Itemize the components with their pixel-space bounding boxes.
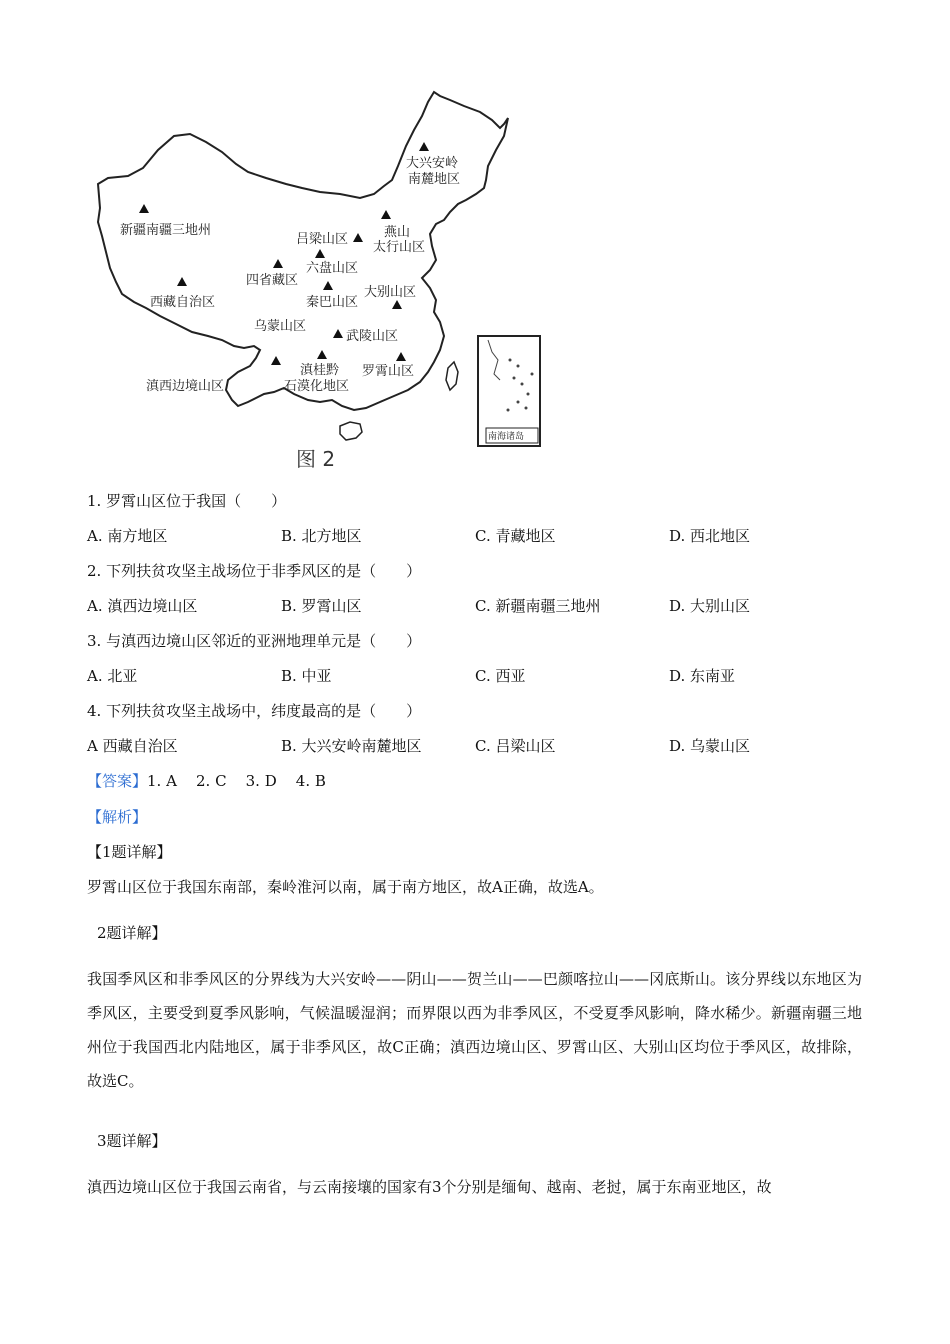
marker-wuling	[333, 329, 343, 338]
detail-2-title: 2题详解】	[97, 924, 167, 942]
label-qinba: 秦巴山区	[306, 295, 359, 310]
marker-dianguiqian	[317, 350, 327, 359]
label-daxinganling-2: 南麓地区	[408, 172, 461, 187]
marker-xinjiang	[139, 204, 149, 213]
inset-label: 南海诸岛	[488, 432, 525, 442]
inset-islands	[507, 359, 534, 412]
label-liupan: 六盘山区	[306, 261, 359, 276]
q3-option-c[interactable]: C. 西亚	[475, 667, 526, 685]
marker-daxinganling	[419, 142, 429, 151]
hainan-island	[340, 422, 362, 440]
china-map	[88, 84, 548, 476]
question-3-stem: 3. 与滇西边境山区邻近的亚洲地理单元是（ ）	[87, 632, 422, 650]
question-4-stem: 4. 下列扶贫攻坚主战场中，纬度最高的是（ ）	[87, 702, 422, 720]
q1-option-a[interactable]: A. 南方地区	[87, 527, 168, 545]
detail-1-text: 罗霄山区位于我国东南部，秦岭淮河以南，属于南方地区，故A正确，故选A。	[87, 878, 604, 896]
marker-lvliang	[353, 233, 363, 242]
q3-option-a[interactable]: A. 北亚	[87, 667, 138, 685]
south-china-sea-inset	[478, 336, 540, 446]
label-dianxi: 滇西边境山区	[146, 379, 225, 394]
q4-option-d[interactable]: D. 乌蒙山区	[669, 737, 751, 755]
label-dianguiqian-2: 石漠化地区	[284, 379, 350, 394]
q1-option-d[interactable]: D. 西北地区	[669, 527, 751, 545]
label-xinjiang: 新疆南疆三地州	[120, 223, 212, 238]
marker-xizang	[177, 277, 187, 286]
marker-sisheng	[273, 259, 283, 268]
q4-option-b[interactable]: B. 大兴安岭南麓地区	[281, 737, 422, 755]
marker-dianxi	[271, 356, 281, 365]
marker-liupan	[315, 249, 325, 258]
label-yanshan-1: 燕山	[384, 225, 411, 240]
detail-2-text: 我国季风区和非季风区的分界线为大兴安岭——阴山——贺兰山——巴颜喀拉山——冈底斯山。该分界线以东地区为季风区，主要受到夏季风影响，气候温暖湿润；而界限以西为非季风区，不受夏季风影响，降水稀少。新疆南疆三地州位于我国西北内陆地区，属于非季风区，故C正确；滇西边境山区、罗霄山区、大别山区均位于季风区，故排除，故选C。	[87, 970, 862, 1090]
marker-yanshan	[381, 210, 391, 219]
q2-option-d[interactable]: D. 大别山区	[669, 597, 751, 615]
label-yanshan-2: 太行山区	[373, 240, 426, 255]
china-map-figure	[88, 84, 548, 476]
label-lvliang: 吕梁山区	[296, 232, 349, 247]
q3-option-b[interactable]: B. 中亚	[281, 667, 332, 685]
question-2-stem: 2. 下列扶贫攻坚主战场位于非季风区的是（ ）	[87, 562, 422, 580]
label-wumeng: 乌蒙山区	[254, 319, 307, 334]
q2-option-c[interactable]: C. 新疆南疆三地州	[475, 597, 601, 615]
label-wuling: 武陵山区	[346, 329, 399, 344]
taiwan-island	[446, 362, 458, 390]
answer-line	[87, 770, 326, 791]
label-xizang: 西藏自治区	[150, 295, 216, 310]
inset-coast	[488, 340, 500, 380]
label-daxinganling-1: 大兴安岭	[406, 156, 459, 171]
figure-caption: 图 2	[296, 447, 336, 471]
answer-text: 1. A 2. C 3. D 4. B	[147, 772, 326, 790]
q1-option-c[interactable]: C. 青藏地区	[475, 527, 556, 545]
detail-3-title: 3题详解】	[97, 1132, 167, 1150]
q2-option-a[interactable]: A. 滇西边境山区	[87, 597, 198, 615]
marker-dabie	[392, 300, 402, 309]
marker-luoxiao	[396, 352, 406, 361]
label-dianguiqian-1: 滇桂黔	[300, 363, 340, 378]
label-luoxiao: 罗霄山区	[362, 364, 415, 379]
q1-option-b[interactable]: B. 北方地区	[281, 527, 362, 545]
analysis-tag: 【解析】	[87, 808, 148, 826]
detail-1-title: 【1题详解】	[87, 843, 172, 861]
label-dabie: 大别山区	[364, 285, 417, 300]
label-sisheng: 四省藏区	[246, 273, 299, 288]
q2-option-b[interactable]: B. 罗霄山区	[281, 597, 362, 615]
q3-option-d[interactable]: D. 东南亚	[669, 667, 736, 685]
question-1-stem: 1. 罗霄山区位于我国（ ）	[87, 492, 287, 510]
q4-option-c[interactable]: C. 吕梁山区	[475, 737, 556, 755]
marker-qinba	[323, 281, 333, 290]
q4-option-a[interactable]: A 西藏自治区	[87, 737, 178, 755]
answer-tag: 【答案】	[87, 772, 148, 790]
detail-3-text: 滇西边境山区位于我国云南省，与云南接壤的国家有3个分别是缅甸、越南、老挝，属于东南亚地区，故	[87, 1178, 772, 1196]
